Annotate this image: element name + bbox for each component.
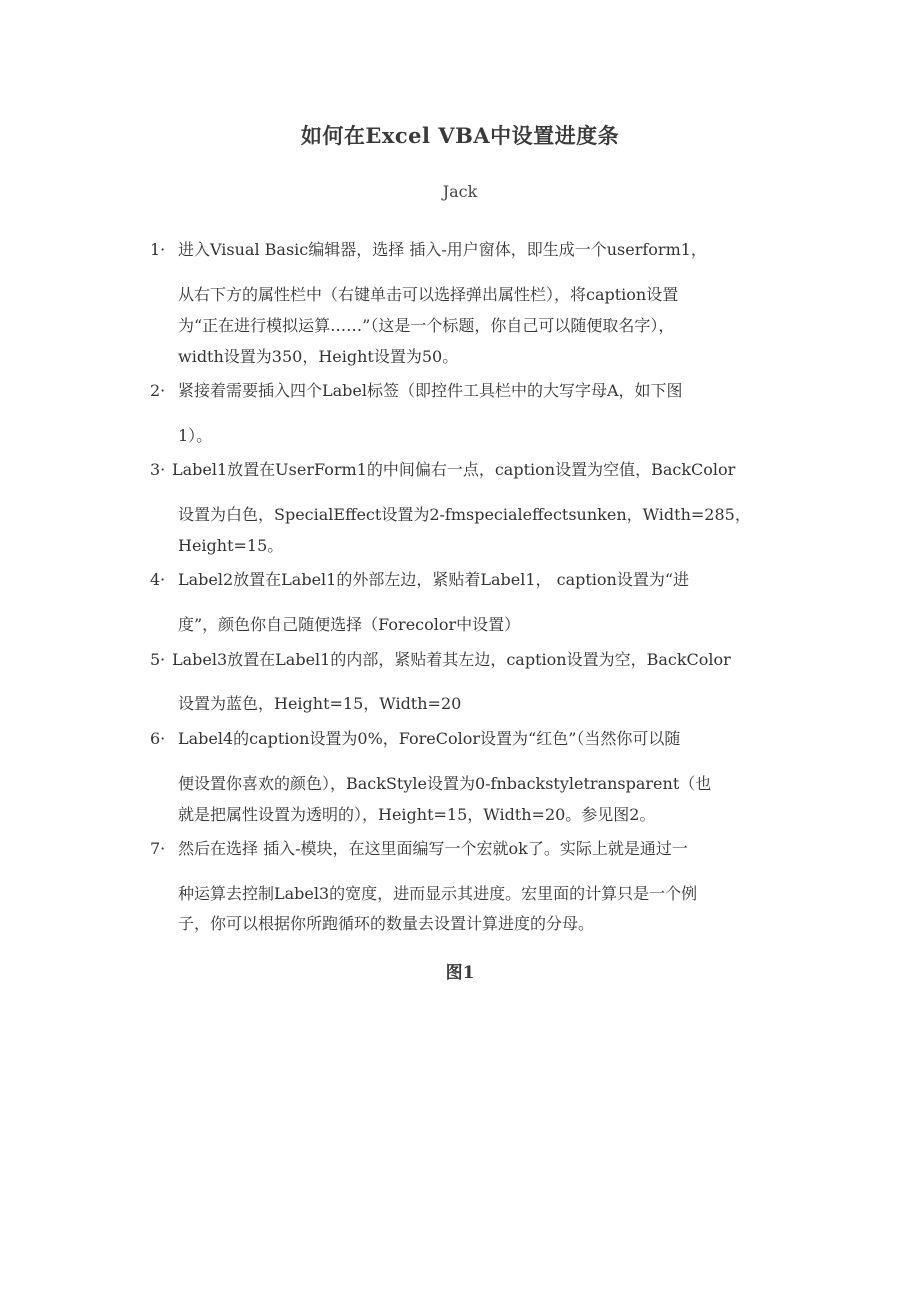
item-line: 便设置你喜欢的颜色），BackStyle设置为0-fnbackstyletransparent（也 [178, 774, 712, 793]
item-line: Height=15。 [178, 536, 284, 555]
item-line: Label4的caption设置为0%，ForeColor设置为“红色”（当然你可以随 [178, 729, 681, 748]
item-number: 6· [150, 729, 166, 748]
item-line: 种运算去控制Label3的宽度，进而显示其进度。宏里面的计算只是一个例 [178, 884, 698, 903]
item-line: 就是把属性设置为透明的），Height=15，Width=20。参见图2。 [178, 805, 656, 824]
item-line: 设置为蓝色，Height=15，Width=20 [178, 694, 462, 713]
figure-caption: 图1 [445, 963, 475, 983]
item-line: Label2放置在Label1的外部左边，紧贴着Label1， caption设置为“进 [178, 570, 690, 589]
item-line: 为“正在进行模拟运算……”（这是一个标题，你自己可以随便取名字）， [178, 316, 675, 335]
item-number: 2· [150, 381, 166, 400]
item-line: Label3放置在Label1的内部，紧贴着其左边，caption设置为空，BackColor [172, 650, 731, 669]
document-author: Jack [442, 182, 478, 201]
item-line: 1）。 [178, 426, 213, 445]
item-line: 子，你可以根据你所跑循环的数量去设置计算进度的分母。 [178, 914, 595, 933]
item-number: 7· [150, 839, 166, 858]
item-number: 3· [150, 460, 166, 479]
item-line: 设置为白色，SpecialEffect设置为2-fmspecialeffectsunken，Width=285， [178, 505, 751, 524]
item-line: width设置为350，Height设置为50。 [178, 347, 459, 366]
item-line: Label1放置在UserForm1的中间偏右一点，caption设置为空值，BackColor [172, 460, 736, 479]
item-number: 4· [150, 570, 166, 589]
document-title: 如何在Excel VBA中设置进度条 [300, 123, 620, 148]
item-number: 1· [150, 240, 166, 259]
item-line: 进入Visual Basic编辑器，选择 插入-用户窗体，即生成一个userform1， [178, 240, 707, 259]
item-line: 然后在选择 插入-模块，在这里面编写一个宏就ok了。实际上就是通过一 [178, 839, 688, 858]
item-number: 5· [150, 650, 166, 669]
item-line: 紧接着需要插入四个Label标签（即控件工具栏中的大写字母A，如下图 [178, 381, 683, 400]
item-line: 从右下方的属性栏中（右键单击可以选择弹出属性栏），将caption设置 [178, 285, 679, 304]
item-line: 度”，颜色你自己随便选择（Forecolor中设置） [178, 615, 521, 634]
